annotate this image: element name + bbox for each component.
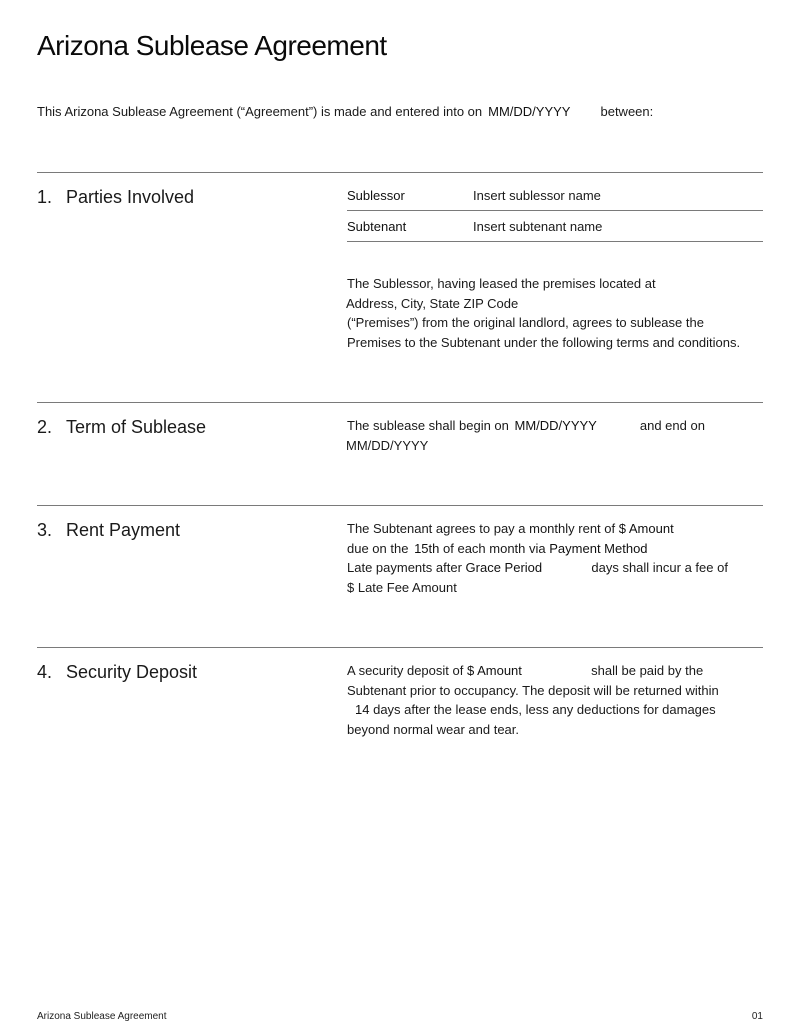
section-number: 4. <box>37 662 53 682</box>
section-number: 3. <box>37 520 53 540</box>
intro-between-text: between: <box>600 104 654 119</box>
footer-title: Arizona Sublease Agreement <box>37 1011 167 1022</box>
intro-paragraph <box>37 104 653 119</box>
subtenant-name-field[interactable]: Insert subtenant name <box>473 218 603 234</box>
party-label: Sublessor <box>347 187 405 203</box>
page-number: 01 <box>751 1011 763 1022</box>
section-heading-rent <box>37 520 180 541</box>
paragraph-line: Subtenant prior to occupancy. The deposit will be returned within <box>347 682 719 698</box>
paragraph-text: days after the lease ends, less any deductions for damages <box>373 702 716 718</box>
paragraph-text: days shall incur a fee of <box>591 560 728 576</box>
paragraph-line: (“Premises”) from the original landlord, agrees to sublease the <box>347 315 704 331</box>
section-title: Term of Sublease <box>66 417 207 437</box>
party-row-sublessor <box>347 180 763 211</box>
grace-period-field[interactable]: Grace Period <box>465 560 543 576</box>
deposit-amount-field[interactable]: $ Amount <box>466 663 522 678</box>
agreement-date-field[interactable]: MM/DD/YYYY <box>488 104 571 119</box>
premises-paragraph <box>347 274 767 352</box>
paragraph-line: The Sublessor, having leased the premises located at <box>347 276 656 291</box>
section-divider <box>37 647 763 648</box>
rent-paragraph <box>347 519 767 597</box>
parties-table <box>347 180 763 242</box>
due-day-field[interactable]: 15th <box>414 540 440 556</box>
paragraph-line: Premises to the Subtenant under the following terms and conditions. <box>347 334 741 350</box>
paragraph-text: of each month via <box>443 540 546 556</box>
return-days-field[interactable]: 14 <box>355 702 370 718</box>
section-title: Parties Involved <box>66 187 195 207</box>
premises-address-field[interactable]: Address, City, State ZIP Code <box>346 295 519 311</box>
paragraph-text: due on the <box>347 540 409 556</box>
section-divider <box>37 172 763 173</box>
section-heading-parties <box>37 187 194 208</box>
document-title: Arizona Sublease Agreement <box>37 30 387 61</box>
section-number: 2. <box>37 417 53 437</box>
party-label: Subtenant <box>347 218 407 234</box>
paragraph-text: A security deposit of <box>347 663 464 678</box>
sublessor-name-field[interactable]: Insert sublessor name <box>473 187 601 203</box>
party-row-subtenant <box>347 211 763 242</box>
start-date-field[interactable]: MM/DD/YYYY <box>514 418 597 433</box>
paragraph-text: The sublease shall begin on <box>347 418 509 433</box>
term-paragraph <box>347 416 767 455</box>
section-heading-deposit <box>37 662 197 683</box>
end-date-field[interactable]: MM/DD/YYYY <box>346 437 429 453</box>
rent-amount-field[interactable]: $ Amount <box>618 521 674 536</box>
intro-text: This Arizona Sublease Agreement (“Agreement”) is made and entered into on <box>37 104 483 119</box>
late-fee-field[interactable]: $ Late Fee Amount <box>347 579 457 595</box>
payment-method-field[interactable]: Payment Method <box>549 540 648 556</box>
section-divider <box>37 505 763 506</box>
section-divider <box>37 402 763 403</box>
paragraph-text: The Subtenant agrees to pay a monthly rent of <box>347 521 616 536</box>
deposit-paragraph <box>347 661 767 739</box>
paragraph-text: and end on <box>639 418 705 433</box>
section-heading-term <box>37 417 206 438</box>
section-title: Security Deposit <box>66 662 198 682</box>
paragraph-line: beyond normal wear and tear. <box>347 721 519 737</box>
section-title: Rent Payment <box>66 520 181 540</box>
paragraph-text: Late payments after <box>347 560 462 576</box>
section-number: 1. <box>37 187 53 207</box>
paragraph-text: shall be paid by the <box>591 663 704 678</box>
